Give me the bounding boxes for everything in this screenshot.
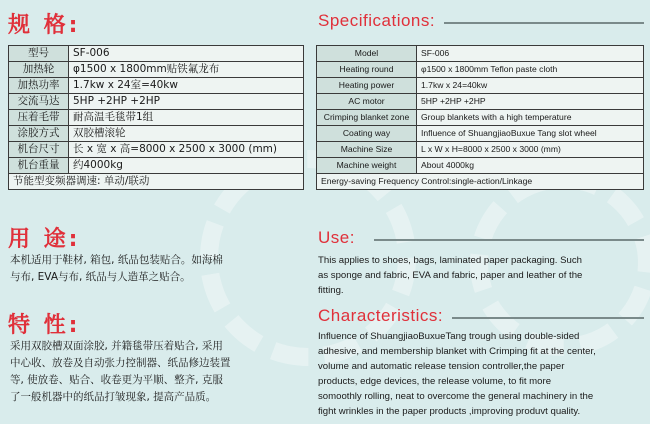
spec-value: φ1500 x 1800mm Teflon paste cloth <box>417 62 644 78</box>
table-row <box>317 110 644 126</box>
spec-value: 约4000kg <box>69 158 304 174</box>
spec-key: 压着毛带 <box>9 110 69 126</box>
spec-key: Model <box>317 46 417 62</box>
table-row <box>317 158 644 174</box>
spec-key: 交流马达 <box>9 94 69 110</box>
text-line: as sponge and fabric, EVA and fabric, paper and leather of the <box>318 270 583 281</box>
text-line: 等, 使放卷、贴合、收卷更为平顺、整齐, 克服 <box>10 374 223 386</box>
spec-key: 型号 <box>9 46 69 62</box>
spec-footer: 节能型变频器调速: 单动/联动 <box>9 174 304 190</box>
text-line: Influence of ShuangjiaoBuxueTang trough using double-sided <box>318 331 580 342</box>
spec-key: 加热轮 <box>9 62 69 78</box>
text-line: 采用双胶槽双面涂胶, 并籍毯带压着贴合, 采用 <box>10 340 223 352</box>
heading-underline <box>374 239 644 241</box>
spec-footer: Energy-saving Frequency Control:single-action/Linkage <box>317 174 644 190</box>
characteristics-heading-en: Characteristics: <box>318 306 444 325</box>
text-line: 中心收、放卷及自动张力控制器、纸品修边装置 <box>10 357 231 369</box>
spec-value: 5HP +2HP +2HP <box>69 94 304 110</box>
table-row <box>317 46 644 62</box>
text-line: fitting. <box>318 285 344 296</box>
text-line: somoothly rolling, neat to overcome the general machinery in the <box>318 391 594 402</box>
heading-underline <box>444 22 644 24</box>
text-line: 了一般机器中的纸品打皱现象, 提高产品质。 <box>10 391 217 403</box>
use-heading-cn: 用 途: <box>8 227 81 252</box>
text-line: fight wrinkles in the paper products ,improving produvt quality. <box>318 406 581 417</box>
table-row <box>9 126 304 142</box>
text-line: products, edge devices, the release volume, to fit more <box>318 376 552 387</box>
spec-value: Group blankets with a high temperature <box>417 110 644 126</box>
spec-key: 涂胶方式 <box>9 126 69 142</box>
table-row <box>9 62 304 78</box>
features-heading-cn: 特 性: <box>8 313 81 338</box>
spec-value: L x W x H=8000 x 2500 x 3000 (mm) <box>417 142 644 158</box>
spec-table-en <box>316 45 644 190</box>
table-row <box>317 142 644 158</box>
text-line: volume and automatic release tension controller,the paper <box>318 361 565 372</box>
spec-table-cn <box>8 45 304 190</box>
table-row <box>9 174 304 190</box>
spec-value: φ1500 x 1800mm贴铁氟龙布 <box>69 62 304 78</box>
text-line: 本机适用于鞋材, 箱包, 纸品包装贴合。如海棉 <box>10 254 223 266</box>
table-row <box>317 62 644 78</box>
spec-heading-en: Specifications: <box>318 11 436 30</box>
table-row <box>9 94 304 110</box>
table-row <box>317 126 644 142</box>
spec-value: 1.7kw x 24=40kw <box>417 78 644 94</box>
spec-key: Machine Size <box>317 142 417 158</box>
table-row <box>9 158 304 174</box>
spec-key: 机台重量 <box>9 158 69 174</box>
spec-heading-cn: 规 格: <box>8 13 81 38</box>
spec-value: 长 x 宽 x 高=8000 x 2500 x 3000 (mm) <box>69 142 304 158</box>
table-row <box>9 46 304 62</box>
spec-key: Machine weight <box>317 158 417 174</box>
text-line: This applies to shoes, bags, laminated paper packaging. Such <box>318 255 582 266</box>
spec-value: 1.7kw x 24室=40kw <box>69 78 304 94</box>
spec-value: 双胶槽滚轮 <box>69 126 304 142</box>
spec-value: SF-006 <box>417 46 644 62</box>
use-heading-en: Use: <box>318 228 355 247</box>
spec-value: 5HP +2HP +2HP <box>417 94 644 110</box>
features-text-cn <box>10 338 304 406</box>
text-line: adhesive, and membership blanket with Crimping fit at the center, <box>318 346 596 357</box>
table-row <box>317 94 644 110</box>
spec-key: AC motor <box>317 94 417 110</box>
table-row <box>9 142 304 158</box>
table-row <box>317 78 644 94</box>
text-line: 与布, EVA与布, 纸品与人造革之贴合。 <box>10 271 191 283</box>
table-row <box>317 174 644 190</box>
spec-value: Influence of ShuangjiaoBuxue Tang slot wheel <box>417 126 644 142</box>
spec-key: 加热功率 <box>9 78 69 94</box>
use-text-cn <box>10 252 304 286</box>
spec-key: Coating way <box>317 126 417 142</box>
spec-value: 耐高温毛毯带1组 <box>69 110 304 126</box>
table-row <box>9 78 304 94</box>
table-row <box>9 110 304 126</box>
spec-key: Crimping blanket zone <box>317 110 417 126</box>
spec-key: Heating round <box>317 62 417 78</box>
use-text-en <box>318 253 646 298</box>
heading-underline <box>452 317 644 319</box>
characteristics-text-en <box>318 329 646 419</box>
spec-key: Heating power <box>317 78 417 94</box>
spec-value: About 4000kg <box>417 158 644 174</box>
spec-key: 机台尺寸 <box>9 142 69 158</box>
spec-value: SF-006 <box>69 46 304 62</box>
